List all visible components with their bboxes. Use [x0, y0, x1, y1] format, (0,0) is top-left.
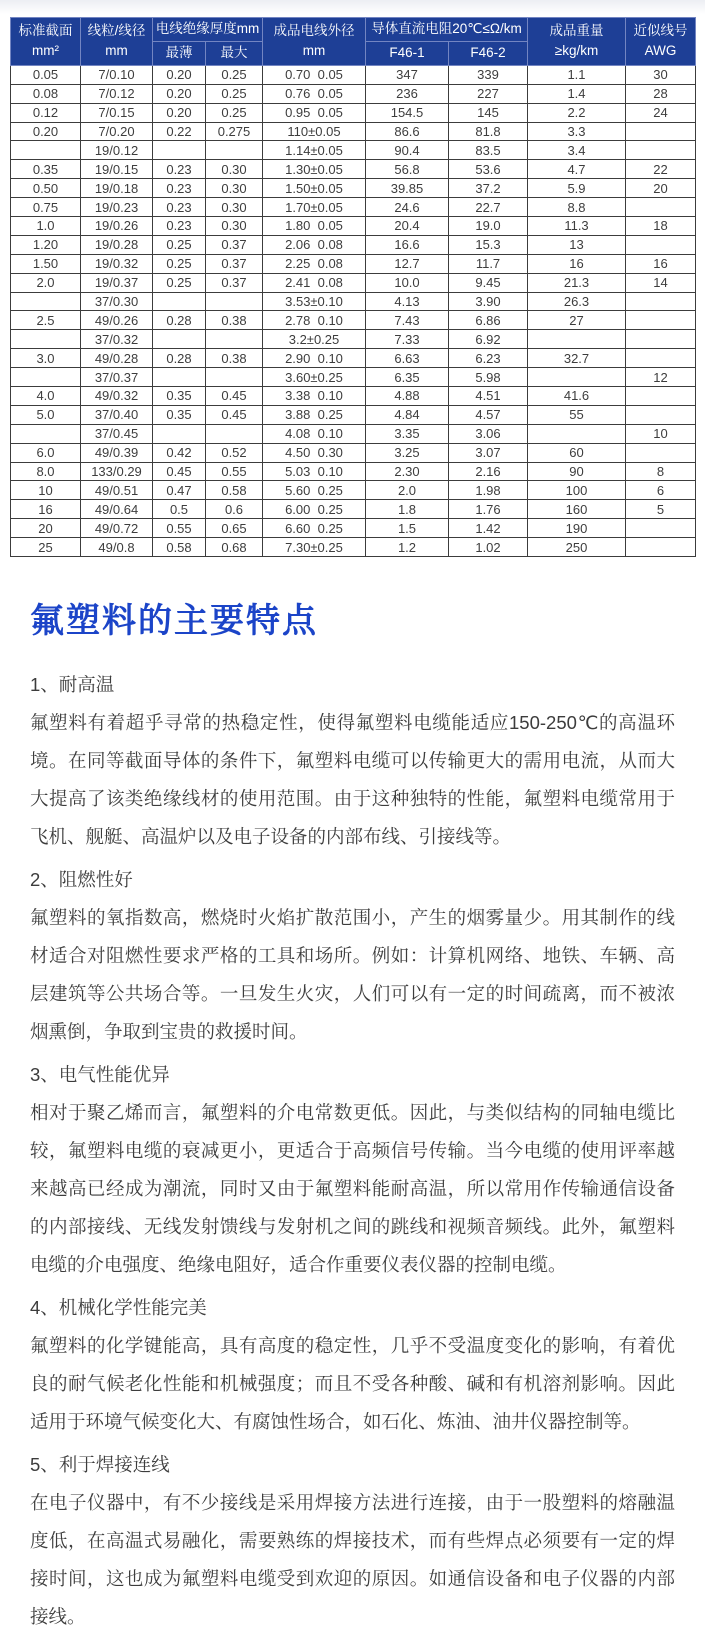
table-cell: 7.43 — [366, 311, 449, 330]
table-cell: 347 — [366, 65, 449, 84]
table-cell: 6.86 — [449, 311, 528, 330]
table-cell: 3.38 0.10 — [263, 386, 366, 405]
table-cell — [626, 330, 696, 349]
table-cell: 0.25 — [153, 254, 206, 273]
table-cell — [626, 443, 696, 462]
table-row — [11, 462, 696, 481]
table-row — [11, 538, 696, 557]
table-cell — [11, 292, 81, 311]
table-cell: 4.50 0.30 — [263, 443, 366, 462]
table-cell: 2.41 0.08 — [263, 273, 366, 292]
table-cell: 53.6 — [449, 160, 528, 179]
feature-paragraph: 氟塑料的化学键能高，具有高度的稳定性，几乎不受温度变化的影响，有着优良的耐气候老化性能和机械强度；而且不受各种酸、碱和有机溶剂影响。因此适用于环境气候变化大、有腐蚀性场合，如石化、炼油、油井仪器控制等。 — [30, 1334, 675, 1432]
table-cell — [626, 198, 696, 217]
table-cell — [528, 368, 626, 387]
table-cell: 0.20 — [153, 103, 206, 122]
table-cell: 1.98 — [449, 481, 528, 500]
table-cell: 49/0.51 — [81, 481, 153, 500]
table-cell: 86.6 — [366, 122, 449, 141]
table-cell: 5.0 — [11, 405, 81, 424]
feature-paragraph: 相对于聚乙烯而言，氟塑料的介电常数更低。因此，与类似结构的同轴电缆比较，氟塑料电缆的衰减更小，更适合于高频信号传输。当今电缆的使用评率越来越高已经成为潮流，同时又由于氟塑料能耐高温，所以常用作传输通信设备的内部接线、无线发射馈线与发射机之间的跳线和视频音频线。此外，氟塑料电缆的介电强度、绝缘电阻好，适合作重要仪表仪器的控制电缆。 — [30, 1101, 675, 1275]
col-header-f46-2: F46-2 — [449, 41, 528, 65]
table-row — [11, 292, 696, 311]
table-cell: 339 — [449, 65, 528, 84]
feature-heading: 4、机械化学性能完美 — [30, 1296, 207, 1318]
table-cell: 0.22 — [153, 122, 206, 141]
table-cell: 3.53±0.10 — [263, 292, 366, 311]
table-cell: 3.2±0.25 — [263, 330, 366, 349]
features-sections — [30, 666, 675, 1636]
table-cell: 19/0.28 — [81, 235, 153, 254]
table-cell: 5.60 0.25 — [263, 481, 366, 500]
table-cell — [153, 141, 206, 160]
table-cell: 60 — [528, 443, 626, 462]
table-row — [11, 519, 696, 538]
table-cell: 2.06 0.08 — [263, 235, 366, 254]
table-cell: 0.6 — [206, 500, 263, 519]
table-cell: 16.6 — [366, 235, 449, 254]
table-cell: 4.08 0.10 — [263, 424, 366, 443]
table-cell — [528, 424, 626, 443]
table-cell: 22 — [626, 160, 696, 179]
table-cell: 6.63 — [366, 349, 449, 368]
table-cell: 24 — [626, 103, 696, 122]
table-cell: 15.3 — [449, 235, 528, 254]
table-cell: 16 — [626, 254, 696, 273]
table-cell: 11.7 — [449, 254, 528, 273]
table-cell: 3.25 — [366, 443, 449, 462]
table-cell: 4.7 — [528, 160, 626, 179]
table-cell: 0.30 — [206, 198, 263, 217]
table-cell: 1.2 — [366, 538, 449, 557]
col-header-insulation-max: 最大 — [206, 41, 263, 65]
table-cell: 19/0.23 — [81, 198, 153, 217]
table-cell: 5.9 — [528, 179, 626, 198]
table-row — [11, 481, 696, 500]
table-cell: 7/0.12 — [81, 84, 153, 103]
table-cell: 1.0 — [11, 216, 81, 235]
table-cell: 133/0.29 — [81, 462, 153, 481]
feature-paragraph: 氟塑料有着超乎寻常的热稳定性，使得氟塑料电缆能适应150-250℃的高温环境。在同等截面导体的条件下，氟塑料电缆可以传输更大的需用电流，从而大大提高了该类绝缘线材的使用范围。由于这种独特的性能，氟塑料电缆常用于飞机、舰艇、高温炉以及电子设备的内部布线、引接线等。 — [30, 711, 675, 847]
table-cell: 6.60 0.25 — [263, 519, 366, 538]
table-cell: 19/0.12 — [81, 141, 153, 160]
table-cell: 49/0.26 — [81, 311, 153, 330]
table-cell — [11, 368, 81, 387]
table-cell: 4.13 — [366, 292, 449, 311]
table-cell: 83.5 — [449, 141, 528, 160]
table-cell — [626, 538, 696, 557]
table-cell: 110±0.05 — [263, 122, 366, 141]
table-cell: 0.30 — [206, 160, 263, 179]
table-cell: 81.8 — [449, 122, 528, 141]
table-cell: 1.50 — [11, 254, 81, 273]
table-cell: 2.78 0.10 — [263, 311, 366, 330]
table-cell: 0.25 — [153, 235, 206, 254]
table-cell — [206, 330, 263, 349]
table-cell: 19/0.32 — [81, 254, 153, 273]
table-cell: 1.8 — [366, 500, 449, 519]
table-cell — [153, 330, 206, 349]
wire-spec-table — [10, 17, 696, 557]
table-cell: 0.45 — [206, 405, 263, 424]
table-cell: 12 — [626, 368, 696, 387]
table-cell: 0.20 — [11, 122, 81, 141]
table-cell: 32.7 — [528, 349, 626, 368]
table-cell: 6.92 — [449, 330, 528, 349]
table-cell — [206, 424, 263, 443]
table-row — [11, 424, 696, 443]
table-cell: 2.2 — [528, 103, 626, 122]
table-cell: 0.58 — [153, 538, 206, 557]
table-cell: 27 — [528, 311, 626, 330]
col-header-strand-label: 线粒/线径 — [87, 22, 146, 38]
feature-paragraph: 在电子仪器中，有不少接线是采用焊接方法进行连接，由于一股塑料的熔融温度低，在高温式易融化，需要熟练的焊接技术，而有些焊点必须要有一定的焊接时间，这也成为氟塑料电缆受到欢迎的原因。如通信设备和电子仪器的内部接线。 — [30, 1491, 675, 1627]
table-cell: 26.3 — [528, 292, 626, 311]
table-cell: 0.25 — [206, 103, 263, 122]
table-cell: 56.8 — [366, 160, 449, 179]
col-header-section-unit: mm² — [32, 43, 59, 59]
table-cell: 13 — [528, 235, 626, 254]
table-cell: 10.0 — [366, 273, 449, 292]
table-cell: 6.0 — [11, 443, 81, 462]
table-row — [11, 103, 696, 122]
table-cell: 49/0.28 — [81, 349, 153, 368]
table-cell: 16 — [11, 500, 81, 519]
col-header-f46-1: F46-1 — [366, 41, 449, 65]
table-cell: 0.68 — [206, 538, 263, 557]
table-cell — [11, 141, 81, 160]
table-cell: 37/0.40 — [81, 405, 153, 424]
table-cell: 236 — [366, 84, 449, 103]
table-cell: 3.07 — [449, 443, 528, 462]
table-cell: 0.08 — [11, 84, 81, 103]
table-cell: 8.8 — [528, 198, 626, 217]
table-cell: 5 — [626, 500, 696, 519]
table-cell: 3.90 — [449, 292, 528, 311]
table-cell: 7/0.10 — [81, 65, 153, 84]
table-cell: 0.35 — [153, 405, 206, 424]
table-cell: 250 — [528, 538, 626, 557]
table-cell: 11.3 — [528, 216, 626, 235]
table-row — [11, 311, 696, 330]
table-cell: 0.37 — [206, 235, 263, 254]
table-cell: 160 — [528, 500, 626, 519]
table-cell: 3.06 — [449, 424, 528, 443]
table-cell: 4.84 — [366, 405, 449, 424]
table-cell: 2.25 0.08 — [263, 254, 366, 273]
table-cell: 0.45 — [153, 462, 206, 481]
col-header-strand-unit: mm — [105, 43, 128, 59]
table-cell: 3.88 0.25 — [263, 405, 366, 424]
table-cell: 0.37 — [206, 273, 263, 292]
table-cell: 7/0.20 — [81, 122, 153, 141]
table-cell: 190 — [528, 519, 626, 538]
table-cell: 3.0 — [11, 349, 81, 368]
table-cell: 19/0.37 — [81, 273, 153, 292]
table-cell: 37.2 — [449, 179, 528, 198]
table-cell: 10 — [626, 424, 696, 443]
table-cell: 30 — [626, 65, 696, 84]
table-row — [11, 273, 696, 292]
table-cell: 14 — [626, 273, 696, 292]
table-cell: 0.23 — [153, 198, 206, 217]
table-cell: 2.30 — [366, 462, 449, 481]
table-cell: 90 — [528, 462, 626, 481]
table-cell: 1.4 — [528, 84, 626, 103]
table-cell: 0.23 — [153, 179, 206, 198]
table-cell: 0.23 — [153, 216, 206, 235]
table-row — [11, 386, 696, 405]
table-cell: 37/0.30 — [81, 292, 153, 311]
feature-heading: 5、利于焊接连线 — [30, 1453, 170, 1475]
table-cell: 49/0.8 — [81, 538, 153, 557]
table-cell — [528, 330, 626, 349]
table-cell: 5.98 — [449, 368, 528, 387]
table-row — [11, 198, 696, 217]
table-cell: 0.70 0.05 — [263, 65, 366, 84]
table-cell: 0.25 — [153, 273, 206, 292]
table-cell: 1.02 — [449, 538, 528, 557]
spec-table-body — [11, 65, 696, 556]
table-cell — [626, 292, 696, 311]
table-cell: 0.35 — [11, 160, 81, 179]
table-cell: 8 — [626, 462, 696, 481]
table-cell: 19/0.26 — [81, 216, 153, 235]
table-cell: 25 — [11, 538, 81, 557]
spec-table-header — [11, 18, 696, 66]
table-cell: 4.57 — [449, 405, 528, 424]
table-cell: 100 — [528, 481, 626, 500]
table-cell: 0.20 — [153, 84, 206, 103]
table-cell: 1.14±0.05 — [263, 141, 366, 160]
table-cell: 6.23 — [449, 349, 528, 368]
table-cell: 19/0.18 — [81, 179, 153, 198]
table-cell: 49/0.32 — [81, 386, 153, 405]
table-cell: 8.0 — [11, 462, 81, 481]
table-row — [11, 122, 696, 141]
table-cell — [206, 141, 263, 160]
table-cell — [626, 349, 696, 368]
table-cell: 0.25 — [206, 65, 263, 84]
table-row — [11, 254, 696, 273]
table-cell — [206, 368, 263, 387]
table-cell: 55 — [528, 405, 626, 424]
table-row — [11, 368, 696, 387]
table-cell: 20.4 — [366, 216, 449, 235]
table-cell: 1.20 — [11, 235, 81, 254]
table-cell: 20 — [11, 519, 81, 538]
table-cell: 3.4 — [528, 141, 626, 160]
table-cell: 28 — [626, 84, 696, 103]
table-cell: 39.85 — [366, 179, 449, 198]
top-gradient-strip — [0, 0, 705, 14]
col-header-insulation: 电线绝缘厚度mm — [153, 18, 263, 42]
table-cell: 0.38 — [206, 349, 263, 368]
table-row — [11, 216, 696, 235]
col-header-awg-label: 近似线号 — [633, 22, 688, 38]
table-cell: 1.50±0.05 — [263, 179, 366, 198]
table-cell: 19/0.15 — [81, 160, 153, 179]
table-row — [11, 235, 696, 254]
table-cell: 0.30 — [206, 179, 263, 198]
table-cell: 0.76 0.05 — [263, 84, 366, 103]
table-row — [11, 160, 696, 179]
table-cell: 49/0.39 — [81, 443, 153, 462]
table-cell: 0.95 0.05 — [263, 103, 366, 122]
table-cell: 0.20 — [153, 65, 206, 84]
table-cell: 0.30 — [206, 216, 263, 235]
col-header-awg-unit: AWG — [644, 43, 677, 59]
table-cell: 6 — [626, 481, 696, 500]
table-cell: 1.70±0.05 — [263, 198, 366, 217]
col-header-weight: 成品重量≥kg/km — [528, 18, 626, 66]
table-cell: 3.60±0.25 — [263, 368, 366, 387]
feature-heading: 1、耐高温 — [30, 673, 115, 695]
table-cell: 0.42 — [153, 443, 206, 462]
feature-heading: 3、电气性能优异 — [30, 1063, 170, 1085]
table-cell: 0.37 — [206, 254, 263, 273]
col-header-strand — [81, 18, 153, 66]
table-cell: 1.1 — [528, 65, 626, 84]
table-cell: 0.25 — [206, 84, 263, 103]
table-cell: 2.16 — [449, 462, 528, 481]
table-cell: 0.65 — [206, 519, 263, 538]
table-cell: 7.30±0.25 — [263, 538, 366, 557]
table-cell: 3.35 — [366, 424, 449, 443]
table-row — [11, 405, 696, 424]
table-cell: 22.7 — [449, 198, 528, 217]
table-cell: 2.0 — [366, 481, 449, 500]
table-cell: 0.28 — [153, 349, 206, 368]
feature-paragraph: 氟塑料的氧指数高，燃烧时火焰扩散范围小，产生的烟雾量少。用其制作的线材适合对阻燃性要求严格的工具和场所。例如：计算机网络、地铁、车辆、高层建筑等公共场合等。一旦发生火灾，人们可以有一定的时间疏离，而不被浓烟熏倒，争取到宝贵的救援时间。 — [30, 906, 675, 1042]
table-cell: 12.7 — [366, 254, 449, 273]
table-cell: 49/0.72 — [81, 519, 153, 538]
table-cell — [11, 424, 81, 443]
table-cell — [626, 235, 696, 254]
table-cell: 90.4 — [366, 141, 449, 160]
table-cell: 0.28 — [153, 311, 206, 330]
table-cell: 4.0 — [11, 386, 81, 405]
table-cell: 6.35 — [366, 368, 449, 387]
table-cell — [626, 519, 696, 538]
table-row — [11, 65, 696, 84]
feature-heading: 2、阻燃性好 — [30, 868, 133, 890]
table-cell: 154.5 — [366, 103, 449, 122]
table-cell: 10 — [11, 481, 81, 500]
col-header-outer-diameter — [263, 18, 366, 66]
table-cell: 1.5 — [366, 519, 449, 538]
table-cell — [206, 292, 263, 311]
table-cell: 20 — [626, 179, 696, 198]
table-cell: 9.45 — [449, 273, 528, 292]
table-cell: 37/0.45 — [81, 424, 153, 443]
table-cell: 3.3 — [528, 122, 626, 141]
col-header-od-label: 成品电线外径 — [273, 22, 355, 38]
table-cell: 0.275 — [206, 122, 263, 141]
table-cell: 0.45 — [206, 386, 263, 405]
table-row — [11, 84, 696, 103]
table-row — [11, 330, 696, 349]
table-cell: 0.52 — [206, 443, 263, 462]
table-cell: 0.38 — [206, 311, 263, 330]
table-cell: 1.80 0.05 — [263, 216, 366, 235]
table-row — [11, 349, 696, 368]
table-cell: 0.55 — [206, 462, 263, 481]
table-cell: 7.33 — [366, 330, 449, 349]
table-cell: 0.47 — [153, 481, 206, 500]
table-cell: 5.03 0.10 — [263, 462, 366, 481]
table-cell — [11, 330, 81, 349]
table-cell — [626, 122, 696, 141]
table-cell — [626, 311, 696, 330]
table-cell: 49/0.64 — [81, 500, 153, 519]
table-row — [11, 443, 696, 462]
table-cell: 0.35 — [153, 386, 206, 405]
table-cell — [626, 405, 696, 424]
table-cell: 227 — [449, 84, 528, 103]
table-cell — [626, 386, 696, 405]
col-header-insulation-min: 最薄 — [153, 41, 206, 65]
table-cell — [153, 292, 206, 311]
table-cell: 7/0.15 — [81, 103, 153, 122]
table-cell — [153, 368, 206, 387]
table-cell: 16 — [528, 254, 626, 273]
table-cell: 0.5 — [153, 500, 206, 519]
table-cell: 37/0.32 — [81, 330, 153, 349]
table-cell: 0.50 — [11, 179, 81, 198]
table-cell: 6.00 0.25 — [263, 500, 366, 519]
table-cell: 4.51 — [449, 386, 528, 405]
col-header-od-unit: mm — [302, 43, 326, 59]
table-cell: 2.0 — [11, 273, 81, 292]
table-cell: 21.3 — [528, 273, 626, 292]
table-cell: 1.76 — [449, 500, 528, 519]
table-cell: 18 — [626, 216, 696, 235]
table-cell: 2.90 0.10 — [263, 349, 366, 368]
table-cell: 19.0 — [449, 216, 528, 235]
table-cell: 145 — [449, 103, 528, 122]
table-cell — [153, 424, 206, 443]
col-header-awg — [626, 18, 696, 66]
col-header-dc-resistance: 导体直流电阻20℃≤Ω/km — [366, 18, 528, 42]
table-row — [11, 141, 696, 160]
table-cell: 41.6 — [528, 386, 626, 405]
table-cell: 0.75 — [11, 198, 81, 217]
table-row — [11, 500, 696, 519]
table-cell: 0.55 — [153, 519, 206, 538]
table-cell: 1.42 — [449, 519, 528, 538]
table-cell: 2.5 — [11, 311, 81, 330]
col-header-section-label: 标准截面 — [18, 22, 73, 38]
table-cell: 37/0.37 — [81, 368, 153, 387]
table-cell: 24.6 — [366, 198, 449, 217]
table-cell — [626, 141, 696, 160]
table-cell: 0.12 — [11, 103, 81, 122]
table-cell: 0.23 — [153, 160, 206, 179]
table-cell: 0.58 — [206, 481, 263, 500]
col-header-section — [11, 18, 81, 66]
page-title: 氟塑料的主要特点 — [30, 602, 318, 640]
table-cell: 4.88 — [366, 386, 449, 405]
table-cell: 1.30±0.05 — [263, 160, 366, 179]
table-cell: 0.05 — [11, 65, 81, 84]
table-row — [11, 179, 696, 198]
